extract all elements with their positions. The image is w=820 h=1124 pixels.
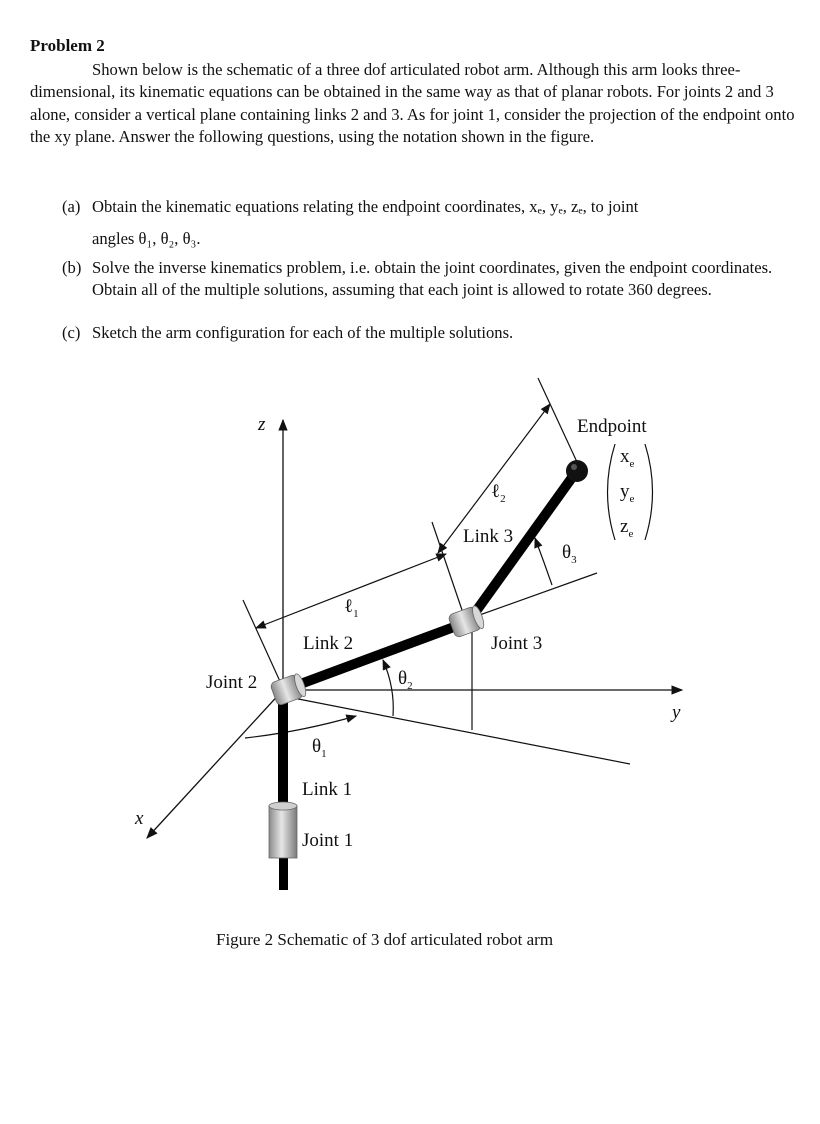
question-b-text: Solve the inverse kinematics problem, i.e. obtain the joint coordinates, given the endpoint coordinates. Obtain all of the multiple solutions, assuming that each joint is allowed to rotate 360 degrees. — [92, 258, 773, 300]
question-c-text: Sketch the arm configuration for each of the multiple solutions. — [92, 323, 514, 342]
theta3-label — [562, 542, 577, 566]
joint2-cylinder — [270, 673, 308, 706]
ye-symbol: y — [620, 481, 630, 502]
theta1-symbol: θ — [312, 736, 322, 757]
x-axis-line — [147, 690, 283, 838]
theta3-subscript: 3 — [571, 554, 577, 566]
joint1-cylinder — [269, 802, 297, 858]
theta1-arc — [245, 716, 356, 738]
endpoint-ze — [620, 516, 633, 540]
l2-label — [491, 481, 506, 505]
question-c-label: (c) — [62, 323, 81, 342]
l1-ext-line-b — [432, 522, 462, 610]
l2-ext-line — [538, 378, 577, 462]
xe-subscript: e — [629, 458, 635, 470]
l2-subscript: 2 — [500, 493, 506, 505]
link1-bar — [278, 700, 288, 806]
joint3-label: Joint 3 — [491, 633, 543, 654]
endpoint-vector-right-paren — [645, 444, 653, 540]
figure-caption: Figure 2 Schematic of 3 dof articulated robot arm — [216, 930, 554, 949]
theta2-label — [398, 668, 413, 692]
projection-line — [283, 696, 630, 764]
endpoint-ye — [620, 481, 635, 505]
xe-symbol: x — [620, 446, 630, 467]
endpoint-ball — [566, 460, 588, 482]
question-a-label: (a) — [62, 197, 81, 216]
x-axis-label: x — [135, 808, 144, 829]
link2-label: Link 2 — [303, 633, 354, 654]
question-a-text-2: angles θ₁, θ₂, θ₃. — [92, 229, 201, 248]
endpoint-xe — [620, 446, 635, 470]
joint2-label: Joint 2 — [206, 672, 258, 693]
theta2-symbol: θ — [398, 668, 408, 689]
l2-symbol: ℓ — [491, 481, 501, 502]
problem-intro: Shown below is the schematic of a three dof articulated robot arm. Although this arm looks three-dimensional, its kinematic equations can be obtained in the same way as that of planar robots. For joints 2 and 3 alone, consider a vertical plane containing links 2 and 3. As for joint 1, consider the projection of the endpoint onto the xy plane. Answer the following questions, using the notation shown in the figure. — [30, 60, 795, 146]
ze-subscript: e — [628, 528, 634, 540]
ye-subscript: e — [629, 493, 635, 505]
l1-subscript: 1 — [353, 608, 359, 620]
question-b-label: (b) — [62, 258, 82, 277]
question-a-text: Obtain the kinematic equations relating the endpoint coordinates, xₑ, yₑ, zₑ, to joint — [92, 197, 639, 216]
z-axis-label: z — [258, 414, 266, 435]
theta2-subscript: 2 — [407, 680, 413, 692]
endpoint-vector-left-paren — [608, 444, 616, 540]
theta2-arc — [383, 660, 393, 716]
link3-label: Link 3 — [463, 526, 514, 547]
joint1-label: Joint 1 — [302, 830, 354, 851]
theta1-label — [312, 736, 327, 760]
theta1-subscript: 1 — [321, 748, 327, 760]
link1-label: Link 1 — [302, 779, 353, 800]
endpoint-label: Endpoint — [577, 416, 647, 437]
theta3-arc — [535, 538, 552, 585]
theta3-symbol: θ — [562, 542, 572, 563]
y-axis-label: y — [672, 702, 681, 723]
problem-title: Problem 2 — [30, 36, 105, 55]
ze-symbol: z — [620, 516, 629, 537]
l1-label — [344, 596, 359, 620]
l1-symbol: ℓ — [344, 596, 354, 617]
